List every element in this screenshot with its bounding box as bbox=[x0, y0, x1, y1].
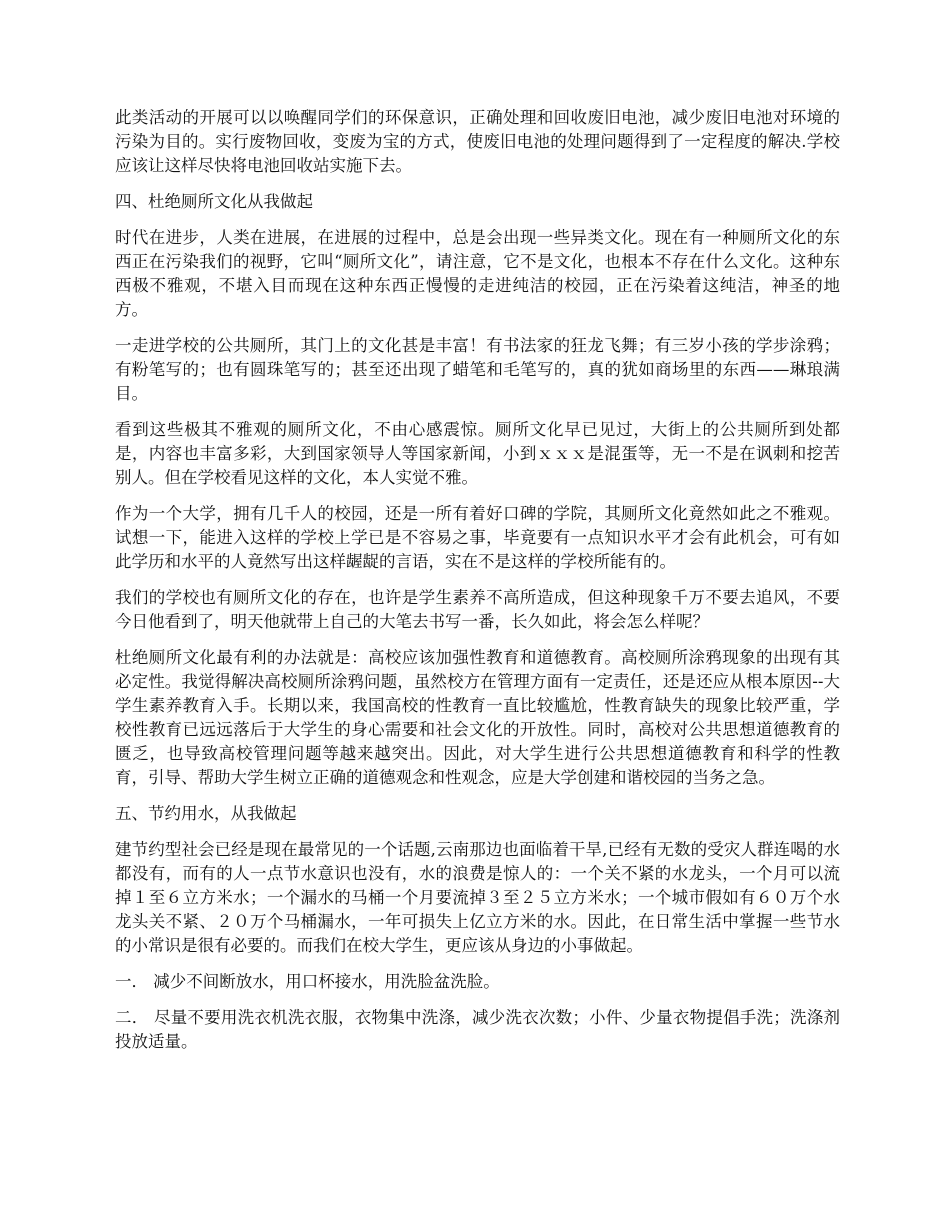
paragraph-battery-recycling: 此类活动的开展可以以唤醒同学们的环保意识，正确处理和回收废旧电池，减少废旧电池对环境的污染为目的。实行废物回收，变废为宝的方式，使废旧电池的处理问题得到了一定程度的解决.学校应该让这样尽快将电池回收站实施下去。 bbox=[115, 108, 840, 175]
section-heading-toilet-culture: 四、杜绝厕所文化从我做起 bbox=[115, 192, 313, 211]
list-item-laundry-tips: 二． 尽量不要用洗衣机洗衣服，衣物集中洗涤，减少洗衣次数；小件、少量衣物提倡手洗；洗涤剂投放适量。 bbox=[115, 1008, 840, 1051]
document-page bbox=[115, 106, 840, 1066]
list-item-reduce-running-water: 一． 减少不间断放水，用口杯接水，用洗脸盆洗脸。 bbox=[115, 972, 500, 991]
paragraph-toilet-door-graffiti: 一走进学校的公共厕所，其门上的文化甚是丰富！有书法家的狂龙飞舞；有三岁小孩的学步涂鸦；有粉笔写的；也有圆珠笔写的；甚至还出现了蜡笔和毛笔写的，真的犹如商场里的东西——琳琅满目。 bbox=[115, 336, 840, 403]
paragraph-education-solution: 杜绝厕所文化最有利的办法就是：高校应该加强性教育和道德教育。高校厕所涂鸦现象的出现有其必定性。我觉得解决高校厕所涂鸦问题，虽然校方在管理方面有一定责任，还是还应从根本原因--大学生素养教育入手。长期以来，我国高校的性教育一直比较尴尬，性教育缺失的现象比较严重，学校性教育已远远落后于大学生的身心需要和社会文化的开放性。同时，高校对公共思想道德教育的匮乏，也导致高校管理问题等越来越突出。因此，对大学生进行公共思想道德教育和科学的性教育，引导、帮助大学生树立正确的道德观念和性观念，应是大学创建和谐校园的当务之急。 bbox=[115, 648, 840, 787]
section-heading-save-water: 五、节约用水，从我做起 bbox=[115, 804, 297, 823]
paragraph-shocked-by-graffiti: 看到这些极其不雅观的厕所文化，不由心感震惊。厕所文化早已见过，大街上的公共厕所到处都是，内容也丰富多彩，大到国家领导人等国家新闻，小到ｘｘｘ是混蛋等，无一不是在讽刺和挖苦别人。但在学校看见这样的文化，本人实觉不雅。 bbox=[115, 420, 840, 487]
paragraph-water-saving-society: 建节约型社会已经是现在最常见的一个话题,云南那边也面临着干旱,已经有无数的受灾人群连喝的水都没有，而有的人一点节水意识也没有，水的浪费是惊人的：一个关不紧的水龙头，一个月可以流掉１至６立方米水；一个漏水的马桶一个月要流掉３至２５立方米水；一个城市假如有６０万个水龙头关不紧、２０万个马桶漏水，一年可损失上亿立方米的水。因此，在日常生活中掌握一些节水的小常识是很有必要的。而我们在校大学生，更应该从身边的小事做起。 bbox=[115, 840, 840, 955]
paragraph-university-image: 作为一个大学，拥有几千人的校园，还是一所有着好口碑的学院，其厕所文化竟然如此之不雅观。试想一下，能进入这样的学校上学已是不容易之事，毕竟要有一点知识水平才会有此机会，可有如此学历和水平的人竟然写出这样龌龊的言语，实在不是这样的学校所能有的。 bbox=[115, 504, 840, 571]
paragraph-toilet-culture-intro: 时代在进步，人类在进展，在进展的过程中，总是会出现一些异类文化。现在有一种厕所文化的东西正在污染我们的视野，它叫“厕所文化”，请注意，它不是文化，也根本不存在什么文化。这种东西极不雅观，不堪入目而现在这种东西正慢慢的走进纯洁的校园，正在污染着这纯洁，神圣的地方。 bbox=[115, 228, 840, 319]
paragraph-do-not-follow: 我们的学校也有厕所文化的存在，也许是学生素养不高所造成，但这种现象千万不要去追风，不要今日他看到了，明天他就带上自己的大笔去书写一番，长久如此，将会怎么样呢？ bbox=[115, 588, 840, 631]
